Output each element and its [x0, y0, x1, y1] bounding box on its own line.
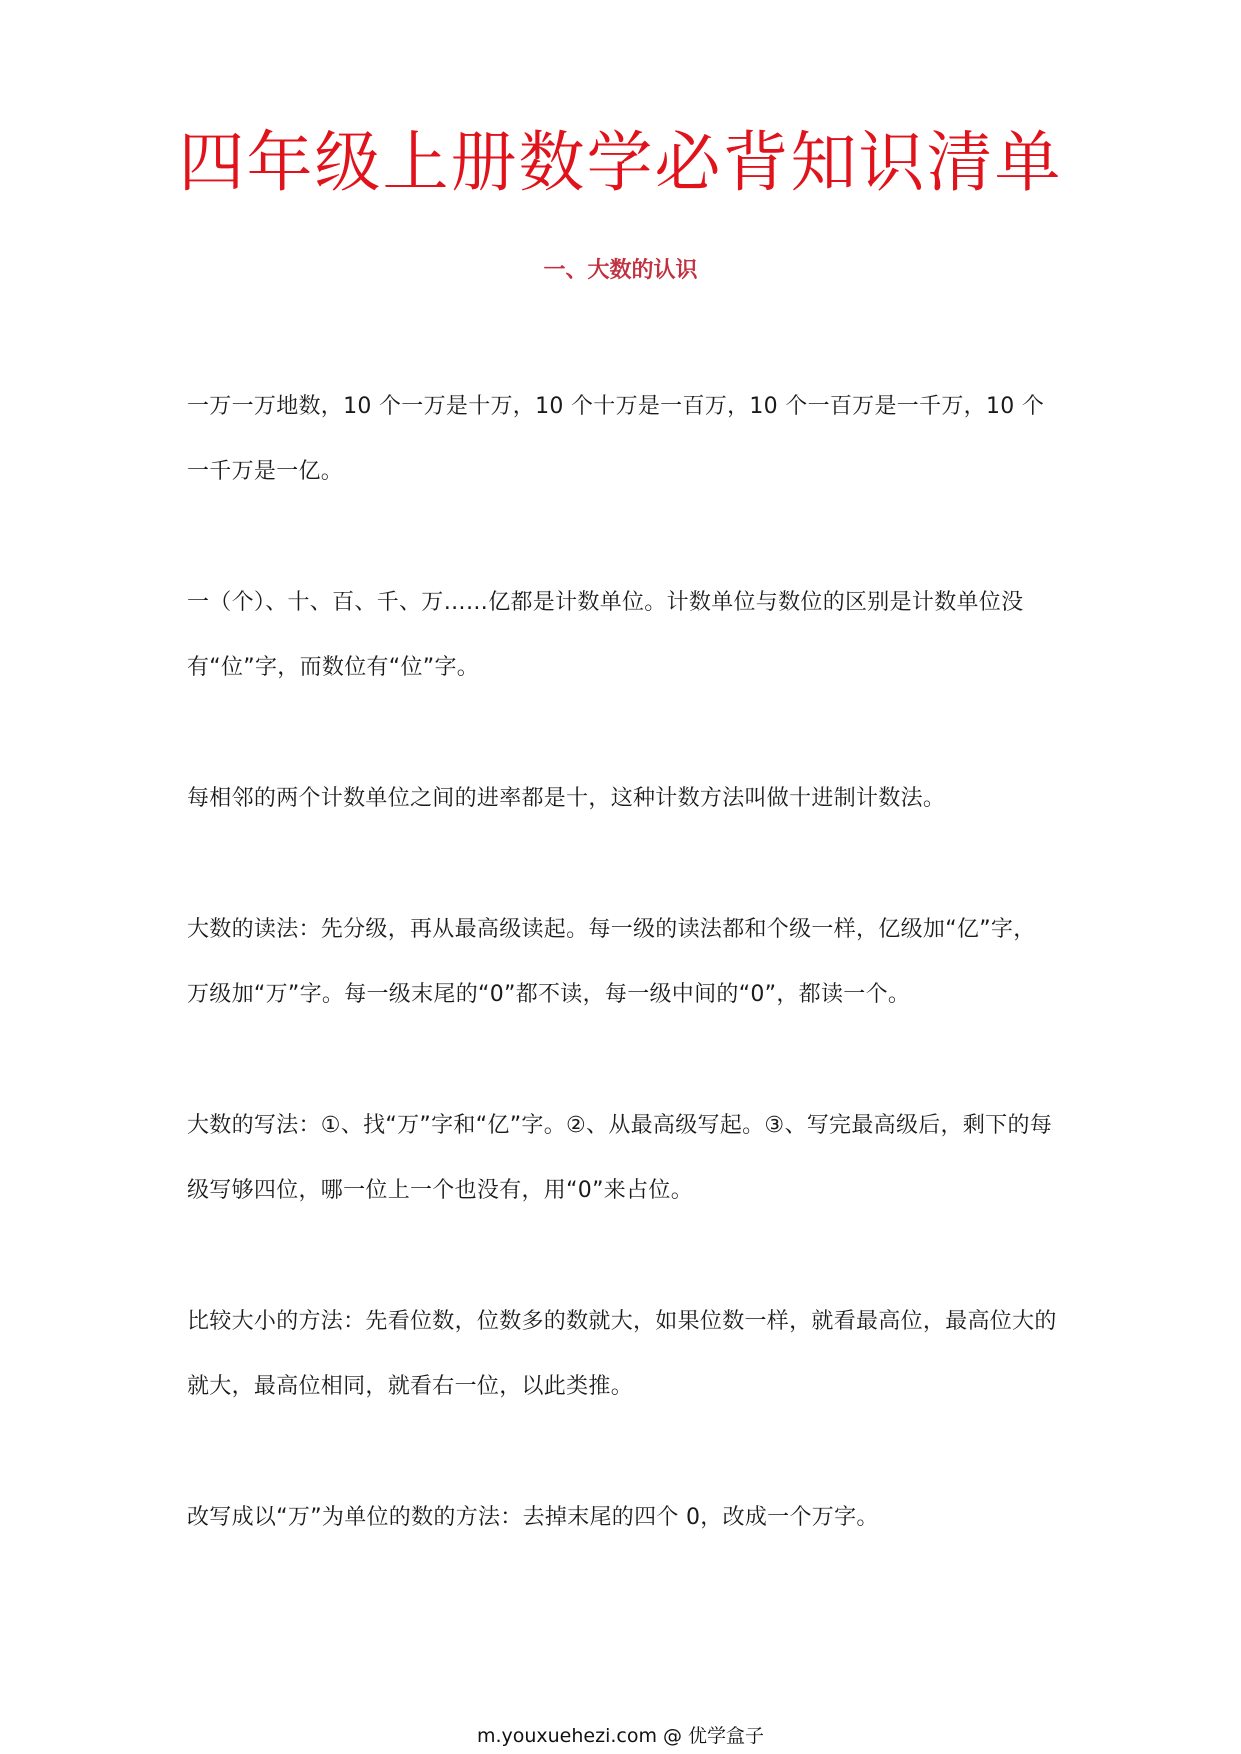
- paragraph-writing-numbers: 大数的写法：①、找“万”字和“亿”字。②、从最高级写起。③、写完最高级后，剩下的每级写够四位，哪一位上一个也没有，用“0”来占位。: [187, 1113, 1053, 1203]
- document-body: [187, 374, 1057, 1616]
- paragraph-comparing-numbers: 比较大小的方法：先看位数，位数多的数就大，如果位数一样，就看最高位，最高位大的就大，最高位相同，就看右一位，以此类推。: [187, 1309, 1057, 1399]
- paragraph-decimal-system: 每相邻的两个计数单位之间的进率都是十，这种计数方法叫做十进制计数法。: [187, 786, 946, 811]
- paragraph-rewrite-in-wan: 改写成以“万”为单位的数的方法：去掉末尾的四个 0，改成一个万字。: [187, 1505, 879, 1530]
- paragraph-unit-vs-place: 一（个）、十、百、千、万……亿都是计数单位。计数单位与数位的区别是计数单位没有“位”字，而数位有“位”字。: [187, 590, 1024, 680]
- page-footer: m.youxuehezi.com @ 优学盒子: [476, 1725, 765, 1747]
- paragraph-counting-units: 一万一万地数，10 个一万是十万，10 个十万是一百万，10 个一百万是一千万，10 个一千万是一亿。: [187, 394, 1045, 484]
- page-title: 四年级上册数学必背知识清单: [178, 124, 1063, 201]
- section-heading: 一、大数的认识: [543, 258, 698, 283]
- paragraph-reading-numbers: 大数的读法：先分级，再从最高级读起。每一级的读法都和个级一样，亿级加“亿”字，万级加“万”字。每一级末尾的“0”都不读，每一级中间的“0”，都读一个。: [187, 917, 1036, 1007]
